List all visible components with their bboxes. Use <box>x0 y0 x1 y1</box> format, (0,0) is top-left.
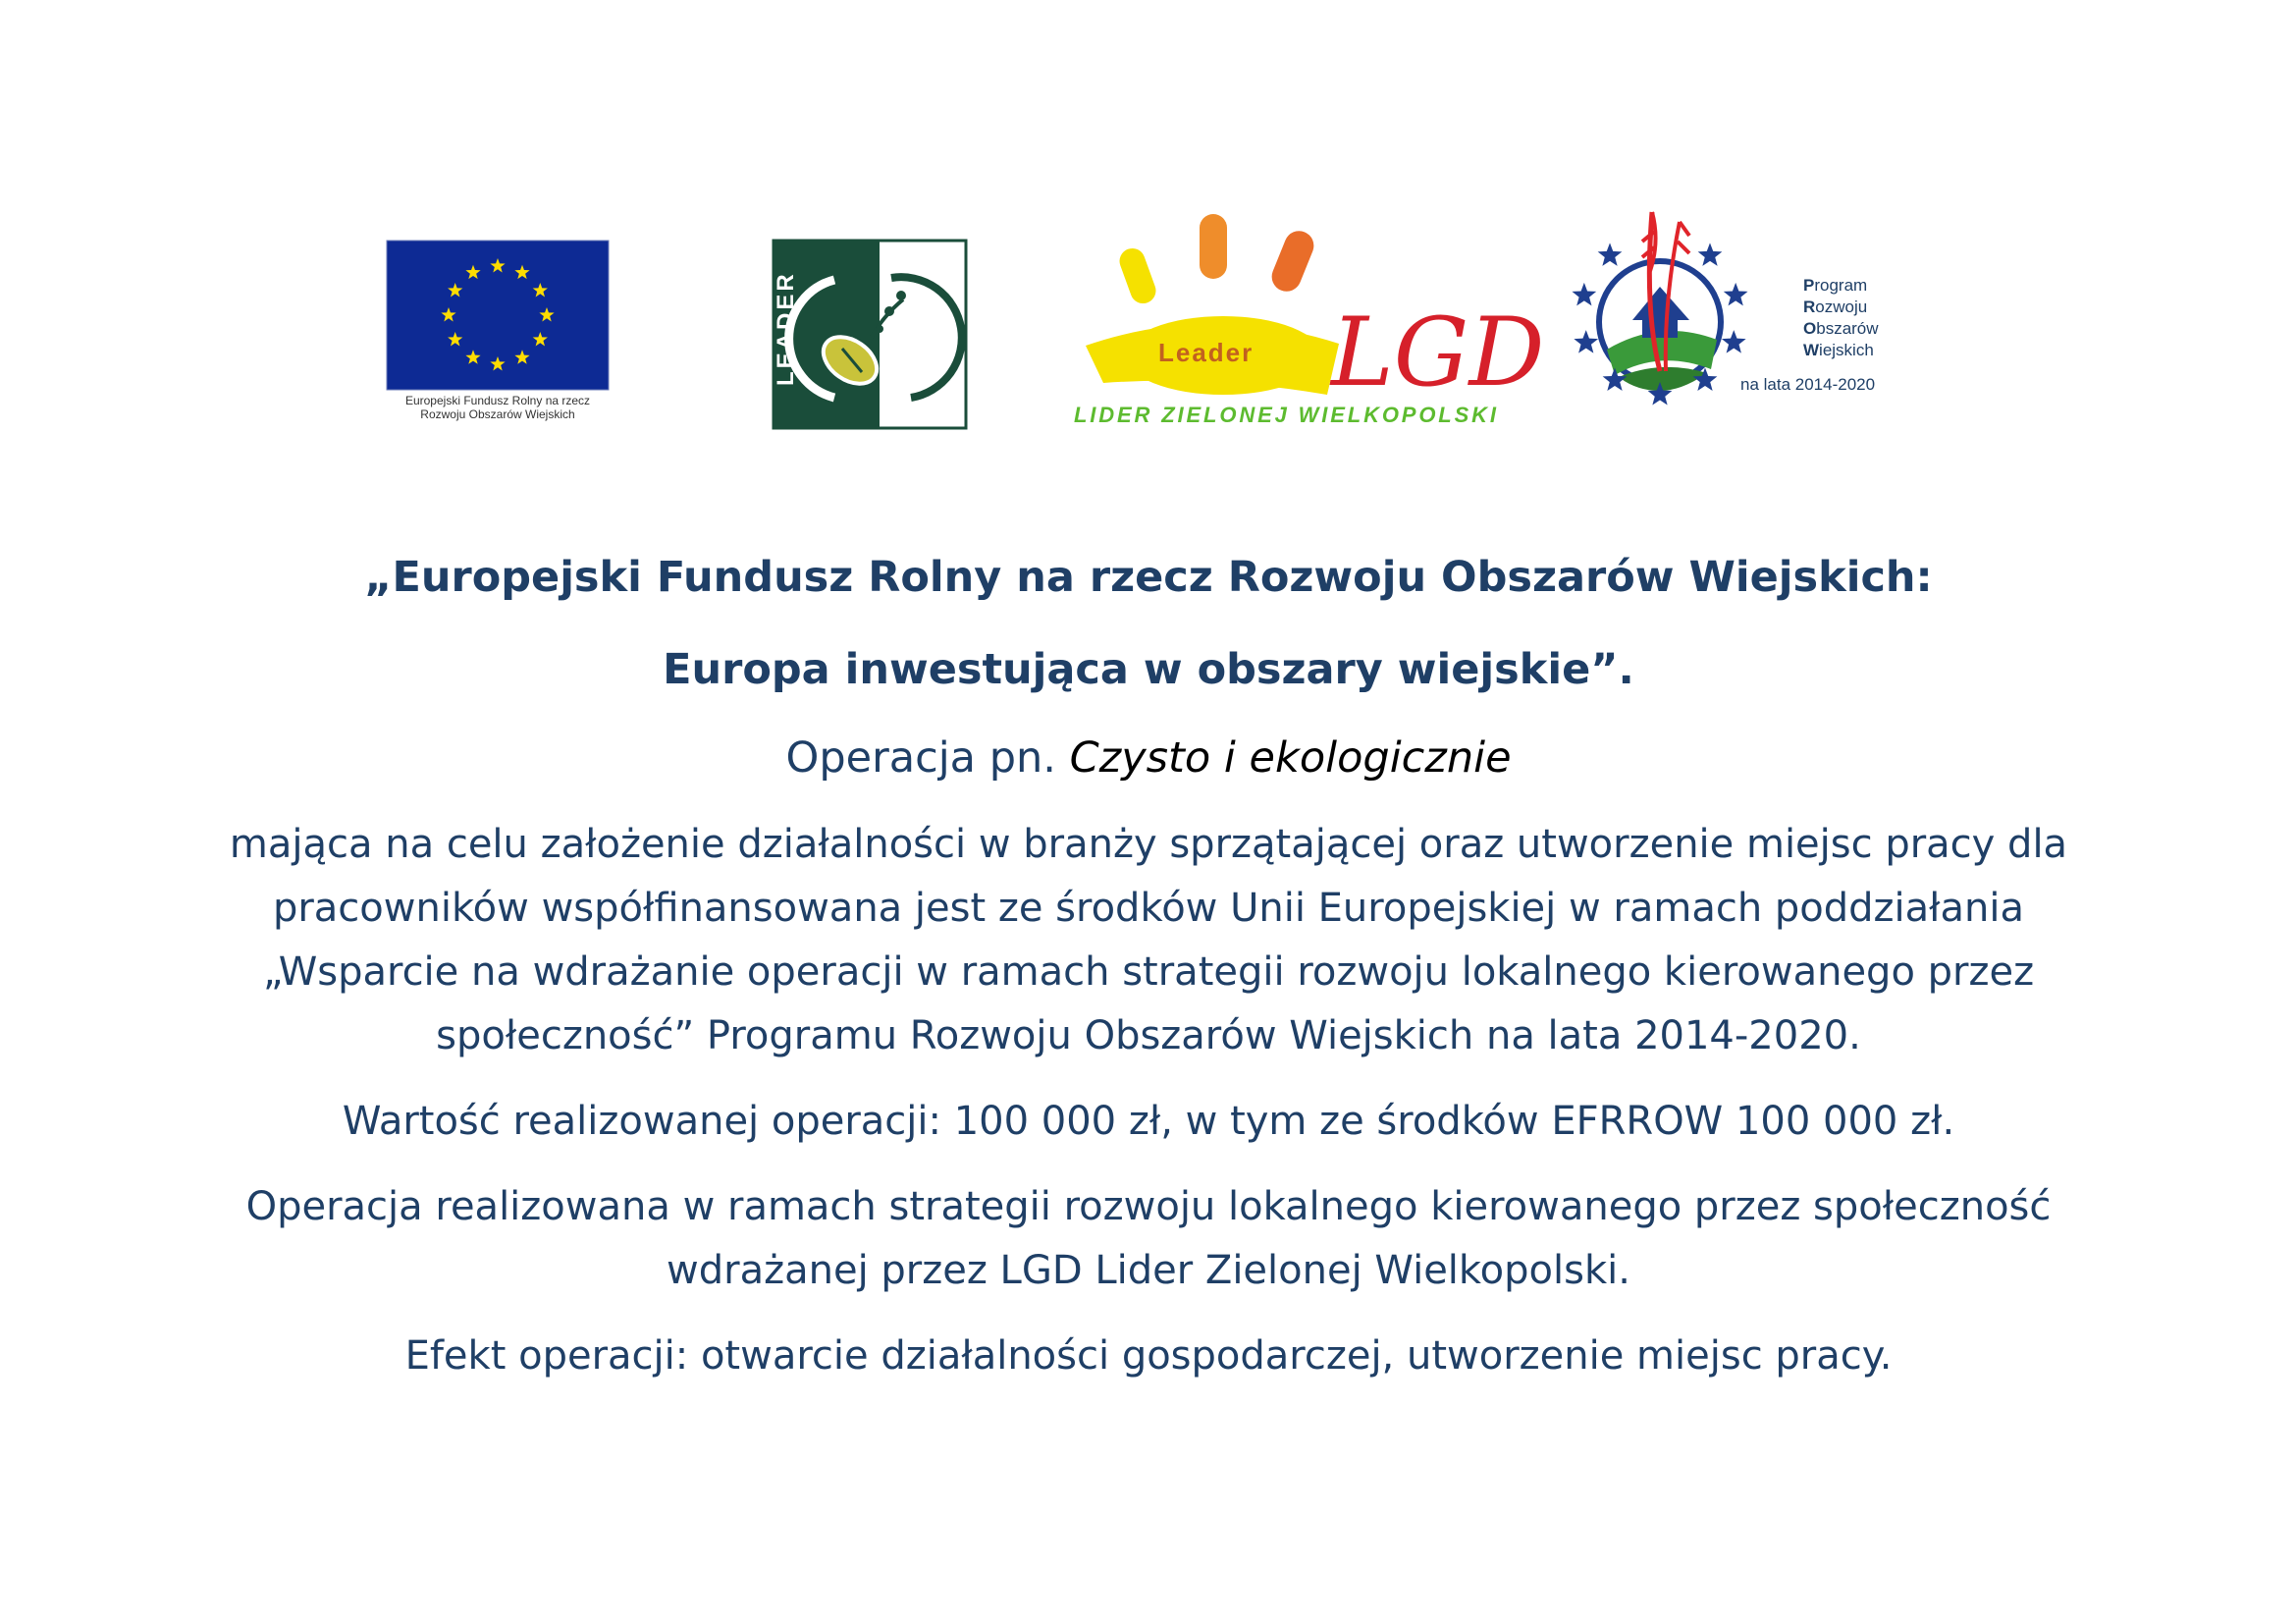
eu-caption <box>387 394 609 421</box>
prow-emblem-icon <box>1564 202 1893 413</box>
leader-logo <box>774 241 966 428</box>
description-line2: pracowników współfinansowana jest ze środków Unii Europejskiej w ramach poddziałania <box>272 886 2025 931</box>
leader-logo-text: LEADER <box>773 271 799 386</box>
prow-star-icon <box>1698 243 1723 266</box>
prow-line4: Wiejskich <box>1803 341 1874 359</box>
description-line4: społeczność” Programu Rozwoju Obszarów Wiejskich na lata 2014-2020. <box>436 1013 1861 1058</box>
eu-caption-line1: Europejski Fundusz Rolny na rzecz <box>404 394 591 407</box>
prow-star-icon <box>1724 283 1748 306</box>
description-line3: „Wsparcie na wdrażanie operacji w ramach strategii rozwoju lokalnego kierowanego przez <box>262 949 2035 995</box>
heading-line1: „Europejski Fundusz Rolny na rzecz Rozwoju Obszarów Wiejskich: <box>364 553 1933 602</box>
strategy-paragraph <box>187 1175 2110 1303</box>
heading-line2: Europa inwestująca w obszary wiejskie”. <box>663 645 1634 694</box>
prow-line2: Rozwoju <box>1803 298 1868 316</box>
operation-line <box>187 731 2110 785</box>
prow-star-icon <box>1572 283 1596 306</box>
prow-star-icon <box>1722 330 1746 353</box>
leader-emblem-icon <box>774 241 966 428</box>
effect-text: Efekt operacji: otwarcie działalności gospodarczej, utworzenie miejsc pracy. <box>404 1333 1893 1379</box>
lgd-leader-text: Leader <box>1158 338 1255 367</box>
description-line1: mająca na celu założenie działalności w branży sprzątającej oraz utworzenie miejsc pracy dla <box>229 822 2068 867</box>
prow-logo <box>1564 202 1893 413</box>
prow-line3: Obszarów <box>1803 319 1879 338</box>
prow-years: na lata 2014-2020 <box>1740 375 1876 394</box>
eu-caption-line2: Rozwoju Obszarów Wiejskich <box>420 407 575 421</box>
operation-name: Czysto i ekologicznie <box>1069 733 1512 783</box>
value-text: Wartość realizowanej operacji: 100 000 zł, w tym ze środków EFRROW 100 000 zł. <box>342 1099 1955 1144</box>
lgd-tagline: LIDER ZIELONEJ WIELKOPOLSKI <box>1074 403 1496 427</box>
value-paragraph <box>187 1090 2110 1154</box>
lgd-logo <box>1074 208 1545 429</box>
strategy-line1: Operacja realizowana w ramach strategii rozwoju lokalnego kierowanego przez społeczność <box>245 1184 2052 1229</box>
eu-flag-icon <box>387 241 609 390</box>
effect-paragraph <box>187 1325 2110 1388</box>
main-content <box>187 550 2110 1388</box>
prow-star-icon <box>1598 243 1623 266</box>
lgd-sun-icon <box>1074 208 1545 429</box>
strategy-line2: wdrażanej przez LGD Lider Zielonej Wielkopolski. <box>667 1248 1630 1293</box>
prow-star-icon <box>1574 330 1598 353</box>
eu-flag-logo <box>387 241 609 422</box>
lgd-letters: LGD <box>1331 298 1545 407</box>
prow-line1: Program <box>1803 276 1868 295</box>
operation-prefix: Operacja pn. <box>785 733 1056 783</box>
description-paragraph <box>187 813 2110 1068</box>
